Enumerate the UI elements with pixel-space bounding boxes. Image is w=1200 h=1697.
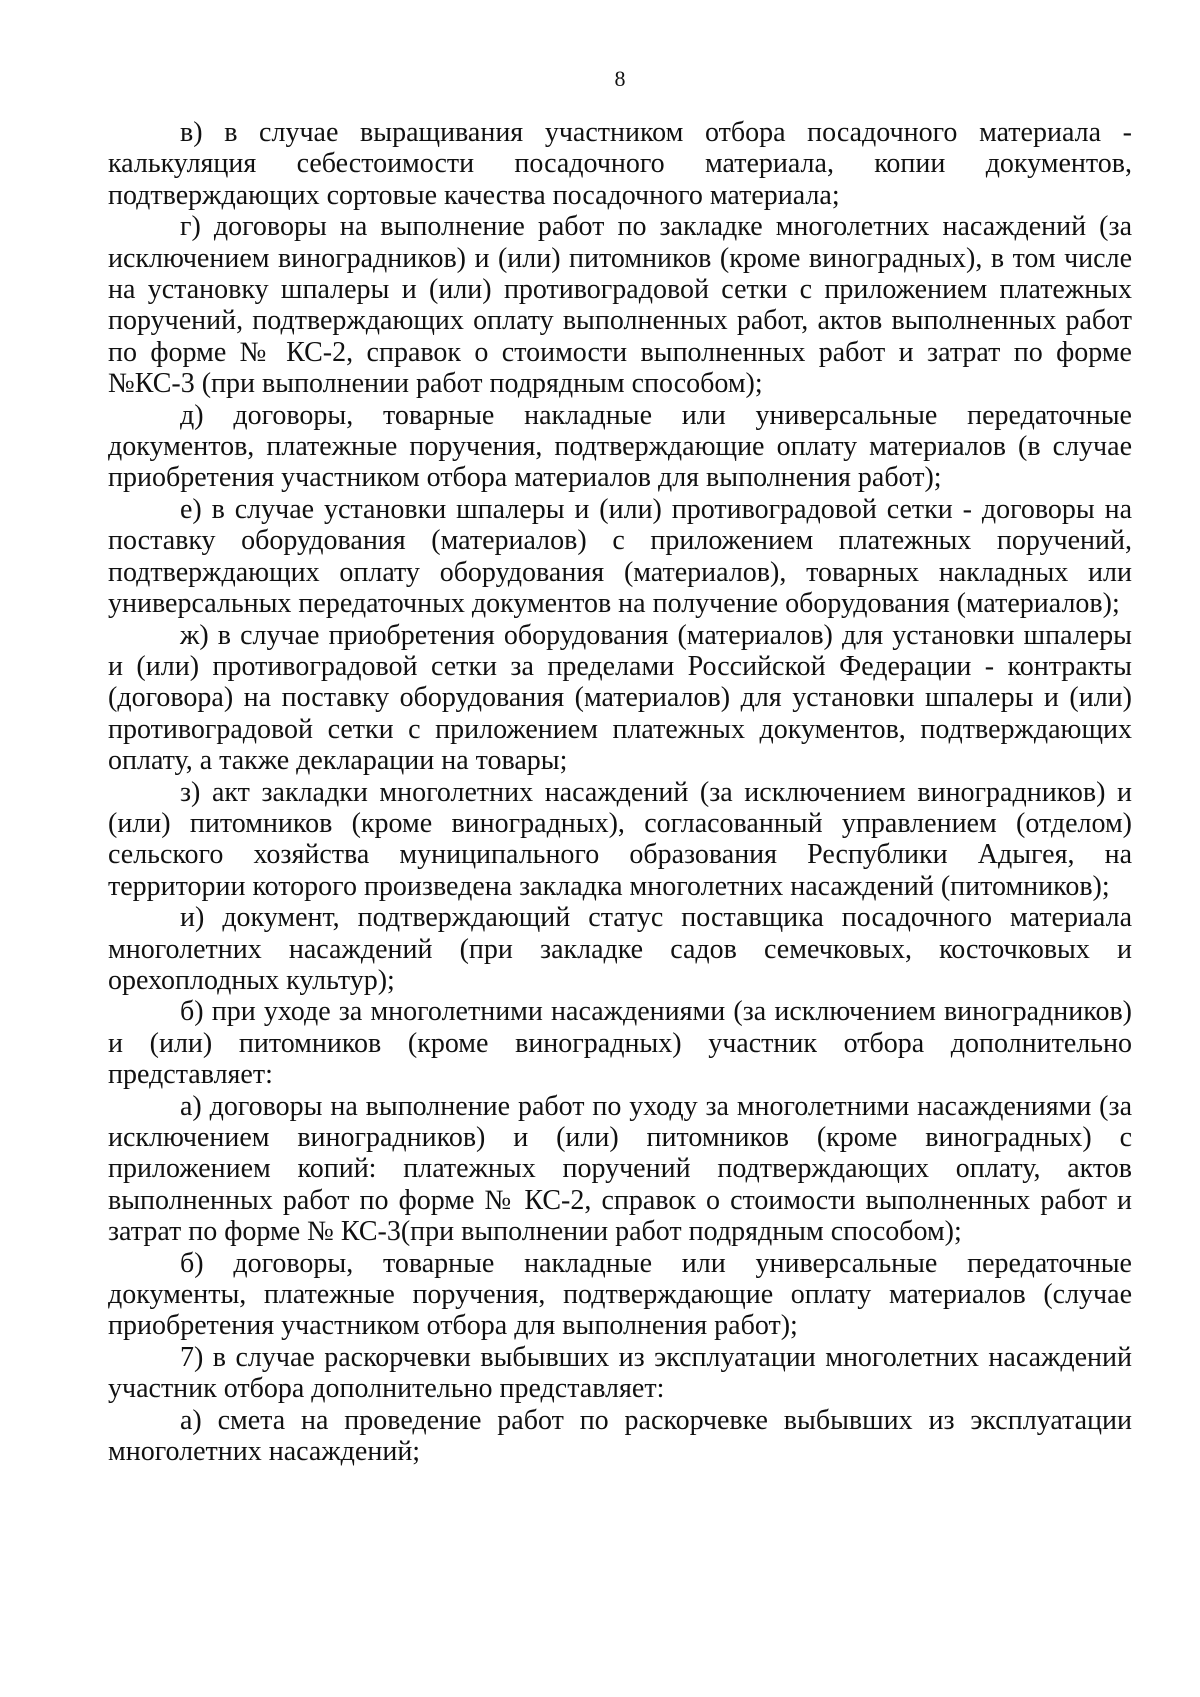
paragraph-6-b: б) договоры, товарные накладные или универсальные передаточные документы, платежные поручения, подтверждающие оплату материалов (случае приобретения участником отбора для выполнения работ);	[108, 1247, 1132, 1342]
document-body	[108, 117, 1132, 1467]
paragraph-z: з) акт закладки многолетних насаждений (за исключением виноградников) и (или) питомников (кроме виноградных), согласованный управлением (отделом) сельского хозяйства муниципального образования Республики Адыгея, на территории которого произведена закладка многолетних насаждений (питомников);	[108, 776, 1132, 902]
page-number: 8	[614, 66, 626, 91]
paragraph-7-a: а) смета на проведение работ по раскорчевке выбывших из эксплуатации многолетних насаждений;	[108, 1404, 1132, 1468]
paragraph-g: г) договоры на выполнение работ по закладке многолетних насаждений (за исключением виноградников) и (или) питомников (кроме виноградных), в том числе на установку шпалеры и (или) противоградовой сетки с приложением платежных поручений, подтверждающих оплату выполненных работ, актов выполненных работ по форме № КС-2, справок о стоимости выполненных работ и затрат по форме №КС-3 (при выполнении работ подрядным способом);	[108, 211, 1132, 400]
paragraph-6: б) при уходе за многолетними насаждениями (за исключением виноградников) и (или) питомников (кроме виноградных) участник отбора дополнительно представляет:	[108, 996, 1132, 1091]
paragraph-zh: ж) в случае приобретения оборудования (материалов) для установки шпалеры и (или) противоградовой сетки за пределами Российской Федерации - контракты (договора) на поставку оборудования (материалов) для установки шпалеры и (или) противоградовой сетки с приложением платежных документов, подтверждающих оплату, а также декларации на товары;	[108, 619, 1132, 777]
paragraph-i: и) документ, подтверждающий статус поставщика посадочного материала многолетних насаждений (при закладке садов семечковых, косточковых и орехоплодных культур);	[108, 902, 1132, 996]
paragraph-d: д) договоры, товарные накладные или универсальные передаточные документов, платежные поручения, подтверждающие оплату материалов (в случае приобретения участником отбора материалов для выполнения работ);	[108, 399, 1132, 494]
paragraph-v: в) в случае выращивания участником отбора посадочного материала - калькуляция себестоимости посадочного материала, копии документов, подтверждающих сортовые качества посадочного материала;	[108, 117, 1132, 211]
paragraph-7: 7) в случае раскорчевки выбывших из эксплуатации многолетних насаждений участник отбора дополнительно представляет:	[108, 1341, 1132, 1405]
paragraph-e: е) в случае установки шпалеры и (или) противоградовой сетки - договоры на поставку оборудования (материалов) с приложением платежных поручений, подтверждающих оплату оборудования (материалов), товарных накладных или универсальных передаточных документов на получение оборудования (материалов);	[108, 493, 1132, 620]
paragraph-6-a: а) договоры на выполнение работ по уходу за многолетними насаждениями (за исключением виноградников) и (или) питомников (кроме виноградных) с приложением копий: платежных поручений подтверждающих оплату, актов выполненных работ по форме № КС-2, справок о стоимости выполненных работ и затрат по форме № КС-3(при выполнении работ подрядным способом);	[108, 1090, 1132, 1248]
